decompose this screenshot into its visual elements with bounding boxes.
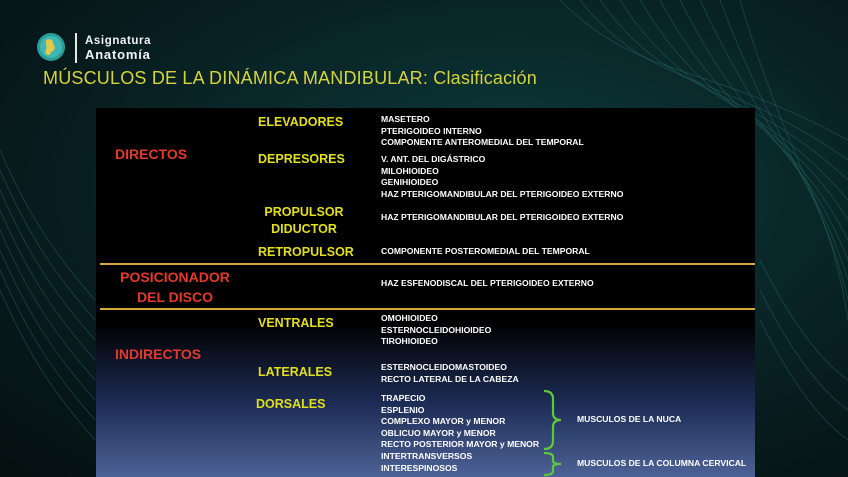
muscle-item: HAZ ESFENODISCAL DEL PTERIGOIDEO EXTERNO — [381, 278, 594, 288]
group-dorsales-muscles — [381, 393, 539, 474]
group-propulsor-muscles — [381, 212, 623, 224]
divider-line — [100, 263, 755, 265]
muscle-item: RECTO LATERAL DE LA CABEZA — [381, 373, 519, 384]
muscle-item: PTERIGOIDEO INTERNO — [381, 125, 482, 136]
muscle-item: COMPLEXO MAYOR y MENOR — [381, 416, 506, 427]
group-depresores-label: DEPRESORES — [258, 152, 345, 166]
muscle-item: TRAPECIO — [381, 393, 426, 403]
anatomy-logo-icon — [36, 32, 66, 62]
brand-name — [85, 35, 151, 61]
muscle-item: ESPLENIO — [381, 404, 425, 415]
group-laterales-label: LATERALES — [258, 365, 333, 379]
category-posicionador-line-1: POSICIONADOR — [120, 269, 230, 285]
muscle-item: GENIHIOIDEO — [381, 177, 439, 188]
category-directos: DIRECTOS — [115, 146, 188, 162]
muscle-item: TIROHIOIDEO — [381, 336, 438, 347]
group-retropulsor-muscles — [381, 246, 590, 258]
group-propulsor-line-2: DIDUCTOR — [271, 222, 337, 236]
muscle-item: V. ANT. DEL DIGÁSTRICO — [381, 154, 486, 164]
muscle-item: ESTERNOCLEIDOHIOIDEO — [381, 324, 492, 335]
classification-table — [96, 108, 755, 477]
muscle-item: ESTERNOCLEIDOMASTOIDEO — [381, 362, 507, 372]
group-propulsor-line-1: PROPULSOR — [264, 205, 344, 219]
group-ventrales-label: VENTRALES — [258, 316, 334, 330]
muscle-item: HAZ PTERIGOMANDIBULAR DEL PTERIGOIDEO EXTERNO — [381, 188, 624, 199]
muscle-item: OBLICUO MAYOR y MENOR — [381, 427, 496, 438]
muscle-item: COMPONENTE POSTEROMEDIAL DEL TEMPORAL — [381, 246, 590, 256]
category-posicionador-line-2: DEL DISCO — [137, 289, 213, 305]
group-disco-muscles — [381, 278, 594, 290]
group-ventrales-muscles — [381, 313, 491, 348]
nuca-brace-icon — [542, 389, 564, 451]
group-elevadores-label: ELEVADORES — [258, 115, 344, 129]
muscle-item: COMPONENTE ANTEROMEDIAL DEL TEMPORAL — [381, 137, 584, 148]
group-dorsales-label: DORSALES — [256, 397, 326, 411]
category-posicionador — [113, 267, 237, 307]
group-depresores-muscles — [381, 154, 623, 200]
brace-label-cervical: MUSCULOS DE LA COLUMNA CERVICAL — [577, 458, 747, 468]
cervical-brace-icon — [542, 451, 564, 477]
brand-line-1: Asignatura — [85, 35, 152, 47]
muscle-item: MASETERO — [381, 114, 430, 124]
brand-line-2: Anatomía — [85, 47, 151, 62]
brace-label-nuca: MUSCULOS DE LA NUCA — [577, 414, 682, 424]
logo-divider — [75, 33, 77, 63]
divider-line — [100, 308, 755, 310]
muscle-item: MILOHIOIDEO — [381, 165, 439, 176]
muscle-item: INTERESPINOSOS — [381, 462, 458, 473]
group-elevadores-muscles — [381, 114, 584, 149]
muscle-item: RECTO POSTERIOR MAYOR y MENOR — [381, 439, 540, 450]
slide-title: MÚSCULOS DE LA DINÁMICA MANDIBULAR: Clasificación — [43, 68, 537, 88]
group-propulsor-label — [256, 204, 352, 238]
group-laterales-muscles — [381, 362, 519, 385]
muscle-item: HAZ PTERIGOMANDIBULAR DEL PTERIGOIDEO EXTERNO — [381, 212, 624, 222]
category-indirectos: INDIRECTOS — [115, 346, 202, 362]
group-retropulsor-label: RETROPULSOR — [258, 245, 354, 259]
muscle-item: OMOHIOIDEO — [381, 313, 438, 323]
muscle-item: INTERTRANSVERSOS — [381, 450, 473, 461]
